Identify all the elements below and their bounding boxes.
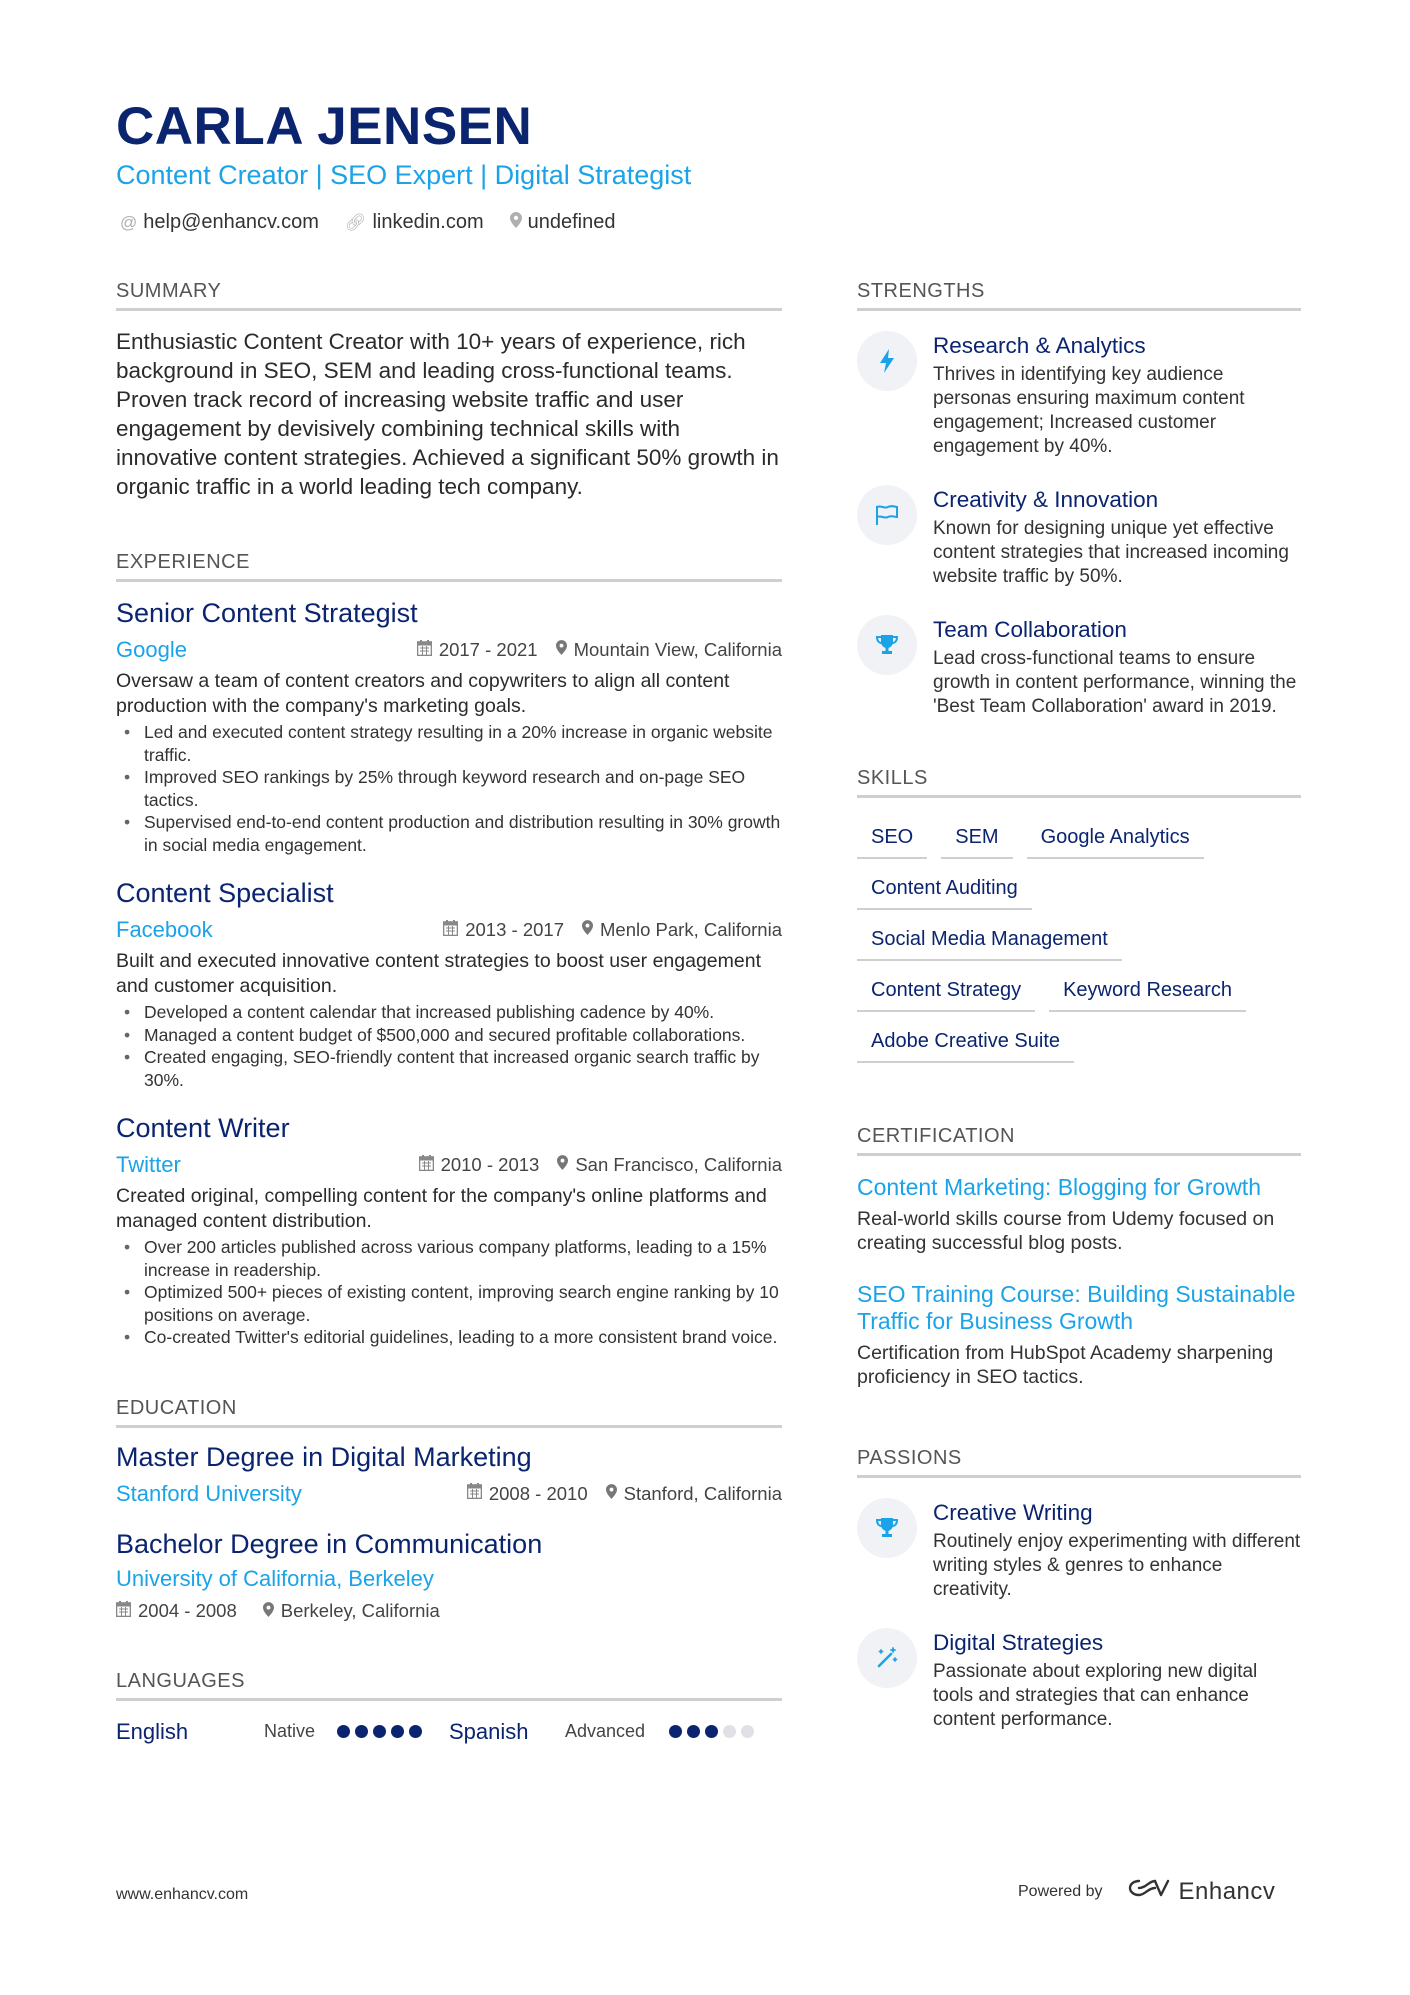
- degree-title: Master Degree in Digital Marketing: [116, 1441, 532, 1472]
- skill-tag: Content Strategy: [857, 973, 1035, 1012]
- location-pin-icon: [557, 1155, 568, 1175]
- education-entry: [116, 1442, 782, 1507]
- rating-dot-filled: [373, 1725, 386, 1738]
- job-dates: 2010 - 2013: [440, 1154, 540, 1175]
- calendar-icon: [417, 640, 432, 661]
- certification-title: Content Marketing: Blogging for Growth: [857, 1174, 1261, 1200]
- location-pin-icon: [263, 1600, 274, 1622]
- calendar-icon: [116, 1600, 131, 1622]
- company-name: Facebook: [116, 917, 213, 942]
- job-bullet: • Supervised end-to-end content production and distribution resulting in 30% growth in social media engagement.: [116, 811, 782, 856]
- section-title-skills: SKILLS: [857, 767, 1301, 798]
- school-name: Stanford University: [116, 1480, 302, 1506]
- job-location: Mountain View, California: [573, 639, 782, 660]
- education-dates: 2004 - 2008: [138, 1599, 237, 1621]
- rating-dot-empty: [741, 1725, 754, 1738]
- rating-dot-filled: [705, 1725, 718, 1738]
- calendar-icon: [467, 1483, 482, 1504]
- linkedin-text: linkedin.com: [372, 211, 484, 233]
- experience-entry: [116, 598, 782, 856]
- section-title-strengths: STRENGTHS: [857, 280, 1301, 311]
- summary-text: Enthusiastic Content Creator with 10+ years of experience, rich background in SEO, SEM and leading cross-functional teams. Proven track record of increasing website traffic and user engagement by devisively combining technical skills with innovative content strategies. Achieved a significant 50% growth in organic traffic in a world leading tech company.: [116, 329, 779, 499]
- section-title-education: EDUCATION: [116, 1397, 782, 1428]
- job-bullet: • Developed a content calendar that increased publishing cadence by 40%.: [116, 1001, 782, 1024]
- job-dates: 2017 - 2021: [438, 639, 538, 660]
- job-description: Created original, compelling content for the company's online platforms and managed content distribution.: [116, 1185, 767, 1232]
- job-description: Built and executed innovative content strategies to boost user engagement and customer acquisition.: [116, 950, 762, 997]
- email-text: help@enhancv.com: [143, 211, 319, 233]
- skill-tag: SEM: [941, 820, 1012, 859]
- calendar-icon: [443, 920, 458, 941]
- skill-tag: SEO: [857, 820, 927, 859]
- job-title: Content Specialist: [116, 878, 334, 908]
- magic-wand-icon: [857, 1628, 917, 1688]
- rating-dot-filled: [391, 1725, 404, 1738]
- skill-tag: Adobe Creative Suite: [857, 1024, 1074, 1063]
- education-entry: [116, 1529, 782, 1622]
- calendar-icon: [419, 1155, 434, 1176]
- section-title-summary: SUMMARY: [116, 280, 782, 311]
- job-bullets: [116, 721, 782, 856]
- school-name: University of California, Berkeley: [116, 1565, 434, 1591]
- section-title-languages: LANGUAGES: [116, 1670, 782, 1701]
- lightning-icon: [857, 331, 917, 391]
- at-icon: @: [120, 212, 138, 232]
- footer-branding: [1018, 1876, 1275, 1907]
- trophy-icon: [857, 1498, 917, 1558]
- rating-dot-filled: [355, 1725, 368, 1738]
- skill-tag: Social Media Management: [857, 922, 1122, 961]
- job-bullets: [116, 1236, 782, 1349]
- strength-title: Research & Analytics: [933, 333, 1146, 358]
- strength-entry: [857, 615, 1301, 719]
- certification-entry: [857, 1174, 1301, 1255]
- job-bullet: • Optimized 500+ pieces of existing content, improving search engine ranking by 10 positions on average.: [116, 1281, 782, 1326]
- contact-email[interactable]: [120, 211, 319, 234]
- trophy-icon: [857, 615, 917, 675]
- language-entry: [449, 1719, 782, 1745]
- passions-section: [857, 1447, 1301, 1732]
- location-pin-icon: [556, 640, 567, 660]
- education-section: [116, 1397, 782, 1622]
- experience-entry: [116, 1113, 782, 1349]
- job-location: San Francisco, California: [575, 1154, 782, 1175]
- left-column: [116, 280, 782, 1745]
- candidate-subtitle: Content Creator | SEO Expert | Digital Strategist: [116, 160, 692, 190]
- certification-entry: [857, 1281, 1301, 1389]
- powered-by-text: Powered by: [1018, 1882, 1103, 1900]
- job-bullet: • Over 200 articles published across various company platforms, leading to a 15% increase in readership.: [116, 1236, 782, 1281]
- section-title-certification: CERTIFICATION: [857, 1125, 1301, 1156]
- skill-tag: Keyword Research: [1049, 973, 1246, 1012]
- brand-logo: [1125, 1876, 1276, 1907]
- strength-entry: [857, 331, 1301, 459]
- certification-description: Certification from HubSpot Academy sharpening proficiency in SEO tactics.: [857, 1342, 1274, 1388]
- company-name: Twitter: [116, 1152, 181, 1177]
- strength-description: Thrives in identifying key audience personas ensuring maximum content engagement; Increased customer engagement by 40%.: [933, 364, 1245, 457]
- job-location: Menlo Park, California: [600, 919, 782, 940]
- job-bullets: [116, 1001, 782, 1091]
- section-title-experience: EXPERIENCE: [116, 551, 782, 582]
- summary-section: [116, 280, 782, 501]
- strength-title: Creativity & Innovation: [933, 487, 1159, 512]
- passion-description: Passionate about exploring new digital tools and strategies that can enhance content performance.: [933, 1661, 1258, 1730]
- company-name: Google: [116, 637, 187, 662]
- rating-dot-empty: [723, 1725, 736, 1738]
- language-level: Native: [264, 1721, 316, 1741]
- location-pin-icon: [582, 920, 593, 940]
- footer-website[interactable]: www.enhancv.com: [116, 1886, 249, 1903]
- section-title-passions: PASSIONS: [857, 1447, 1301, 1478]
- passion-title: Creative Writing: [933, 1500, 1093, 1525]
- language-name: English: [116, 1718, 189, 1744]
- brand-name: Enhancv: [1178, 1877, 1276, 1905]
- strength-title: Team Collaboration: [933, 617, 1127, 642]
- language-name: Spanish: [449, 1718, 529, 1744]
- passion-entry: [857, 1498, 1301, 1602]
- language-rating: [337, 1725, 422, 1738]
- location-pin-icon: [510, 212, 522, 233]
- passion-description: Routinely enjoy experimenting with different writing styles & genres to enhance creativity.: [933, 1531, 1301, 1600]
- job-bullet: • Co-created Twitter's editorial guidelines, leading to a more consistent brand voice.: [116, 1326, 782, 1349]
- job-bullet: • Created engaging, SEO-friendly content that increased organic search traffic by 30%.: [116, 1046, 782, 1091]
- candidate-name: CARLA JENSEN: [116, 97, 533, 156]
- contact-bar: [120, 211, 616, 234]
- rating-dot-filled: [409, 1725, 422, 1738]
- strengths-section: [857, 280, 1301, 719]
- rating-dot-filled: [669, 1725, 682, 1738]
- job-title: Content Writer: [116, 1113, 290, 1143]
- location-pin-icon: [606, 1484, 617, 1504]
- job-description: Oversaw a team of content creators and copywriters to align all content production with the company's marketing goals.: [116, 670, 730, 717]
- passion-entry: [857, 1628, 1301, 1732]
- language-entry: [116, 1719, 449, 1745]
- enhancv-logo-icon: [1125, 1876, 1171, 1907]
- job-bullet: • Managed a content budget of $500,000 and secured profitable collaborations.: [116, 1024, 782, 1047]
- certification-description: Real-world skills course from Udemy focused on creating successful blog posts.: [857, 1208, 1275, 1254]
- languages-section: [116, 1670, 782, 1745]
- education-dates: 2008 - 2010: [488, 1482, 588, 1504]
- strength-description: Known for designing unique yet effective content strategies that increased incoming website traffic by 50%.: [933, 518, 1289, 587]
- job-bullet: • Led and executed content strategy resulting in a 20% increase in organic website traffic.: [116, 721, 782, 766]
- education-location: Berkeley, California: [280, 1599, 440, 1621]
- right-column: [857, 280, 1301, 1732]
- education-location: Stanford, California: [623, 1482, 782, 1504]
- contact-location: [510, 211, 616, 234]
- experience-entry: [116, 878, 782, 1091]
- degree-title: Bachelor Degree in Communication: [116, 1528, 543, 1559]
- rating-dot-filled: [337, 1725, 350, 1738]
- certification-section: [857, 1125, 1301, 1389]
- job-bullet: • Improved SEO rankings by 25% through keyword research and on-page SEO tactics.: [116, 766, 782, 811]
- language-rating: [669, 1725, 754, 1738]
- rating-dot-filled: [687, 1725, 700, 1738]
- strength-description: Lead cross-functional teams to ensure growth in content performance, winning the 'Best Team Collaboration' award in 2019.: [933, 648, 1297, 717]
- job-dates: 2013 - 2017: [465, 919, 564, 940]
- experience-section: [116, 551, 782, 1349]
- passion-title: Digital Strategies: [933, 1630, 1104, 1655]
- skills-section: [857, 767, 1301, 1063]
- skill-tag: Content Auditing: [857, 871, 1032, 910]
- contact-linkedin[interactable]: [345, 211, 484, 234]
- strength-entry: [857, 485, 1301, 589]
- link-icon: 🔗︎: [344, 212, 367, 232]
- location-text: undefined: [527, 211, 616, 233]
- certification-title: SEO Training Course: Building Sustainable Traffic for Business Growth: [857, 1281, 1296, 1334]
- flag-icon: [857, 485, 917, 545]
- skill-tag: Google Analytics: [1027, 820, 1204, 859]
- job-title: Senior Content Strategist: [116, 598, 418, 628]
- language-level: Advanced: [565, 1721, 646, 1741]
